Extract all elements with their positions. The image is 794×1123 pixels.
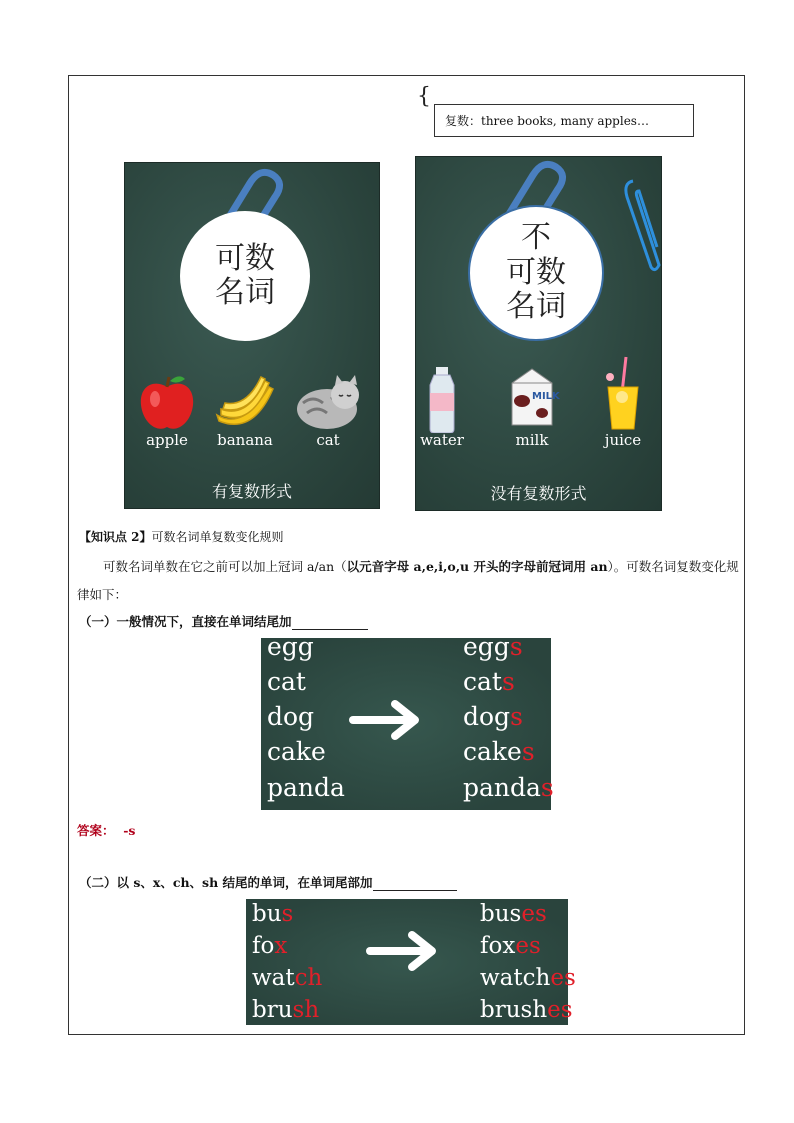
rule2-text: [79, 873, 457, 891]
answer-value: -s: [123, 823, 136, 838]
rule1-text: [79, 612, 368, 630]
cat-icon: [293, 373, 363, 433]
singular-word: panda: [267, 773, 345, 802]
item-label: water: [420, 431, 464, 449]
item-milk: [492, 363, 572, 447]
banana-icon: [213, 375, 277, 431]
uncountable-circle: [468, 205, 604, 341]
singular-word: watch: [252, 965, 323, 991]
singular-word: egg: [267, 632, 314, 661]
item-juice: [596, 353, 650, 447]
answer-label: 答案：: [77, 823, 115, 838]
apple-icon: [135, 373, 199, 433]
arrow-right-icon: [364, 929, 444, 973]
answer-line: [77, 821, 135, 839]
intro-paragraph: [77, 553, 741, 609]
paperclip-blue-icon: [621, 177, 661, 272]
singular-word: bus: [252, 901, 294, 927]
singular-word: fox: [252, 933, 288, 959]
rule2-label: （二）以 s、x、ch、sh 结尾的单词，在单词尾部加: [79, 875, 373, 890]
rule1-label: （一）一般情况下，直接在单词结尾加: [79, 614, 292, 629]
countable-noun-card: [125, 163, 379, 508]
singular-word: brush: [252, 997, 320, 1023]
item-water: [416, 367, 468, 447]
plural-example-box: 复数：three books, many apples…: [434, 104, 694, 137]
svg-text:MILK: MILK: [532, 391, 560, 402]
item-label: cat: [316, 431, 340, 449]
answer-blank: [292, 617, 368, 630]
card-caption: 有复数形式: [211, 482, 292, 501]
juice-glass-icon: [596, 353, 650, 433]
brace: {: [417, 84, 431, 109]
heading-text: 可数名词单复数变化规则: [151, 530, 284, 544]
countable-circle: [180, 211, 310, 341]
uncountable-noun-card: [416, 157, 661, 510]
plural-word: watches: [480, 965, 576, 991]
answer-blank: [373, 878, 457, 891]
plural-word: brushes: [480, 997, 573, 1023]
plural-word: foxes: [480, 933, 541, 959]
milk-carton-icon: [492, 363, 572, 433]
para-bold: 以元音字母 a,e,i,o,u 开头的字母前冠词用 an: [346, 559, 608, 574]
para-part1: 可数名词单数在它之前可以加上冠词 a/an（: [103, 559, 347, 574]
item-label: banana: [217, 431, 273, 449]
singular-word: dog: [267, 702, 315, 731]
plural-word: buses: [480, 901, 547, 927]
plural-word: cats: [463, 667, 515, 696]
arrow-right-icon: [347, 698, 427, 742]
item-banana: [213, 375, 277, 455]
card-caption: 没有复数形式: [490, 484, 587, 503]
item-label: apple: [146, 431, 188, 449]
circle-text-line3: 名词: [506, 289, 566, 325]
para-part2: ）。可数名词复数变化规律如下：: [77, 559, 739, 602]
plural-word: dogs: [463, 702, 523, 731]
section-heading: [79, 528, 284, 545]
circle-text-line2: 名词: [215, 275, 275, 310]
plural-word: eggs: [463, 632, 523, 661]
singular-word: cat: [267, 667, 306, 696]
circle-text-line2: 可数: [506, 254, 566, 290]
plural-word: cakes: [463, 737, 535, 766]
singular-word: cake: [267, 737, 326, 766]
circle-text-line1: 不: [521, 220, 551, 256]
rule2-word-board: [246, 899, 576, 1025]
item-cat: [293, 373, 363, 453]
item-label: juice: [604, 431, 642, 449]
plural-word: pandas: [463, 773, 554, 802]
item-apple: [135, 373, 199, 453]
item-label: milk: [515, 431, 549, 449]
water-bottle-icon: [416, 367, 468, 433]
circle-text-line1: 可数: [215, 240, 275, 276]
heading-bracket: 【知识点 2】: [79, 530, 152, 544]
rule1-word-board: [261, 632, 554, 810]
